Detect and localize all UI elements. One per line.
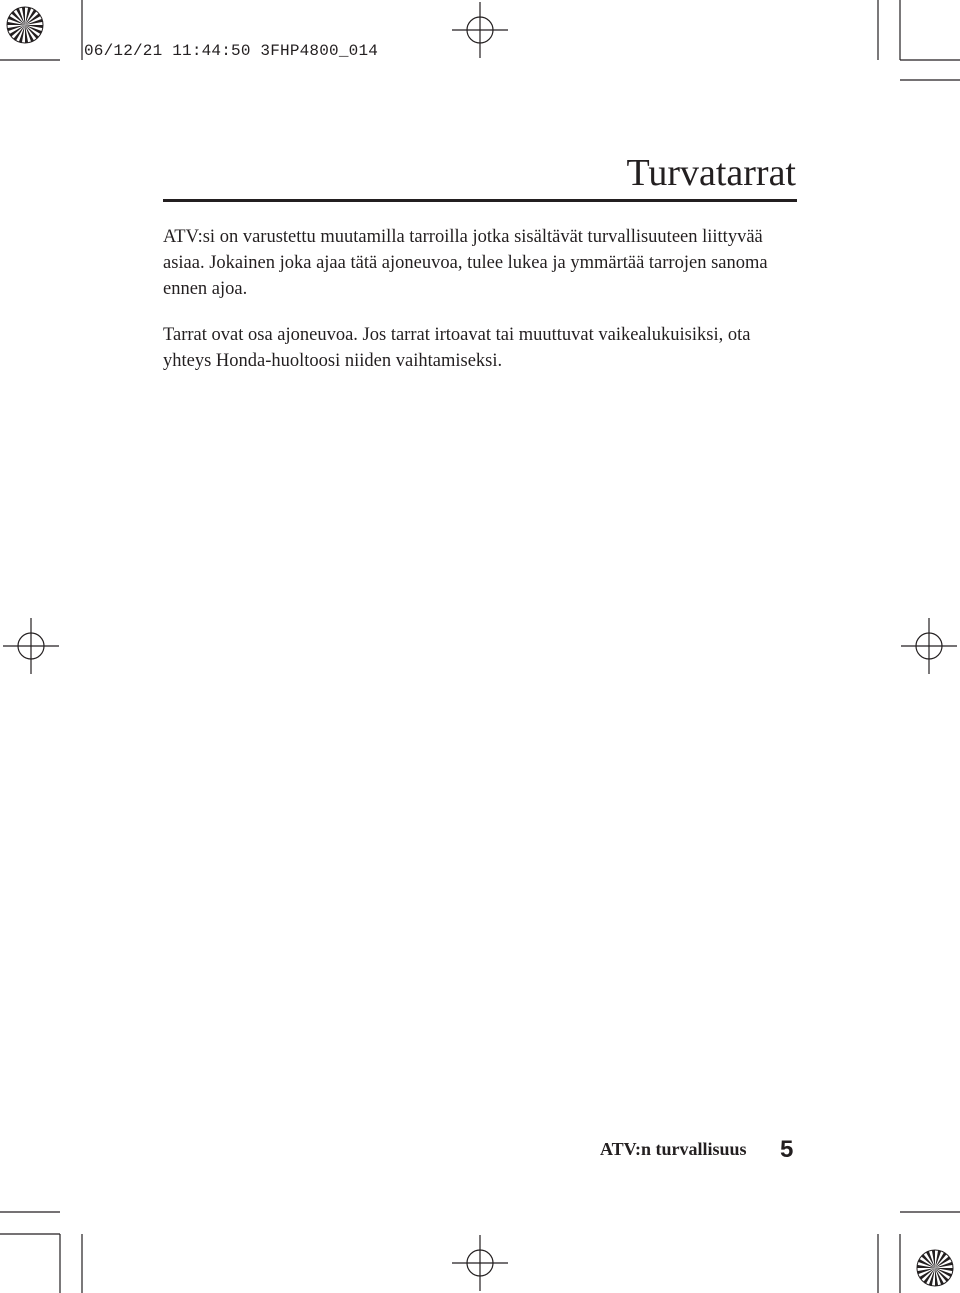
registration-mark-right xyxy=(901,618,957,674)
registration-mark-top xyxy=(452,2,508,58)
body-text xyxy=(163,224,803,394)
footer-section-label: ATV:n turvallisuus xyxy=(600,1139,747,1159)
starburst-mark-top-left xyxy=(7,7,43,43)
title-rule xyxy=(163,199,797,202)
registration-mark-left xyxy=(3,618,59,674)
paragraph-1: ATV:si on varustettu muutamilla tarroilla jotka sisältävät turvallisuuteen liittyvää asiaa. Jokainen joka ajaa tätä ajoneuvoa, tulee lukea ja ymmärtää tarrojen sanoma ennen ajoa. xyxy=(163,227,768,299)
print-slug: 06/12/21 11:44:50 3FHP4800_014 xyxy=(84,42,379,60)
paragraph-2: Tarrat ovat osa ajoneuvoa. Jos tarrat irtoavat tai muuttuvat vaikealukuisiksi, ota yhteys Honda-huoltoosi niiden vaihtamiseksi. xyxy=(163,325,751,371)
page-number: 5 xyxy=(780,1136,794,1163)
registration-mark-bottom xyxy=(452,1235,508,1291)
page-title: Turvatarrat xyxy=(626,152,796,194)
starburst-mark-bottom-right xyxy=(917,1250,953,1286)
